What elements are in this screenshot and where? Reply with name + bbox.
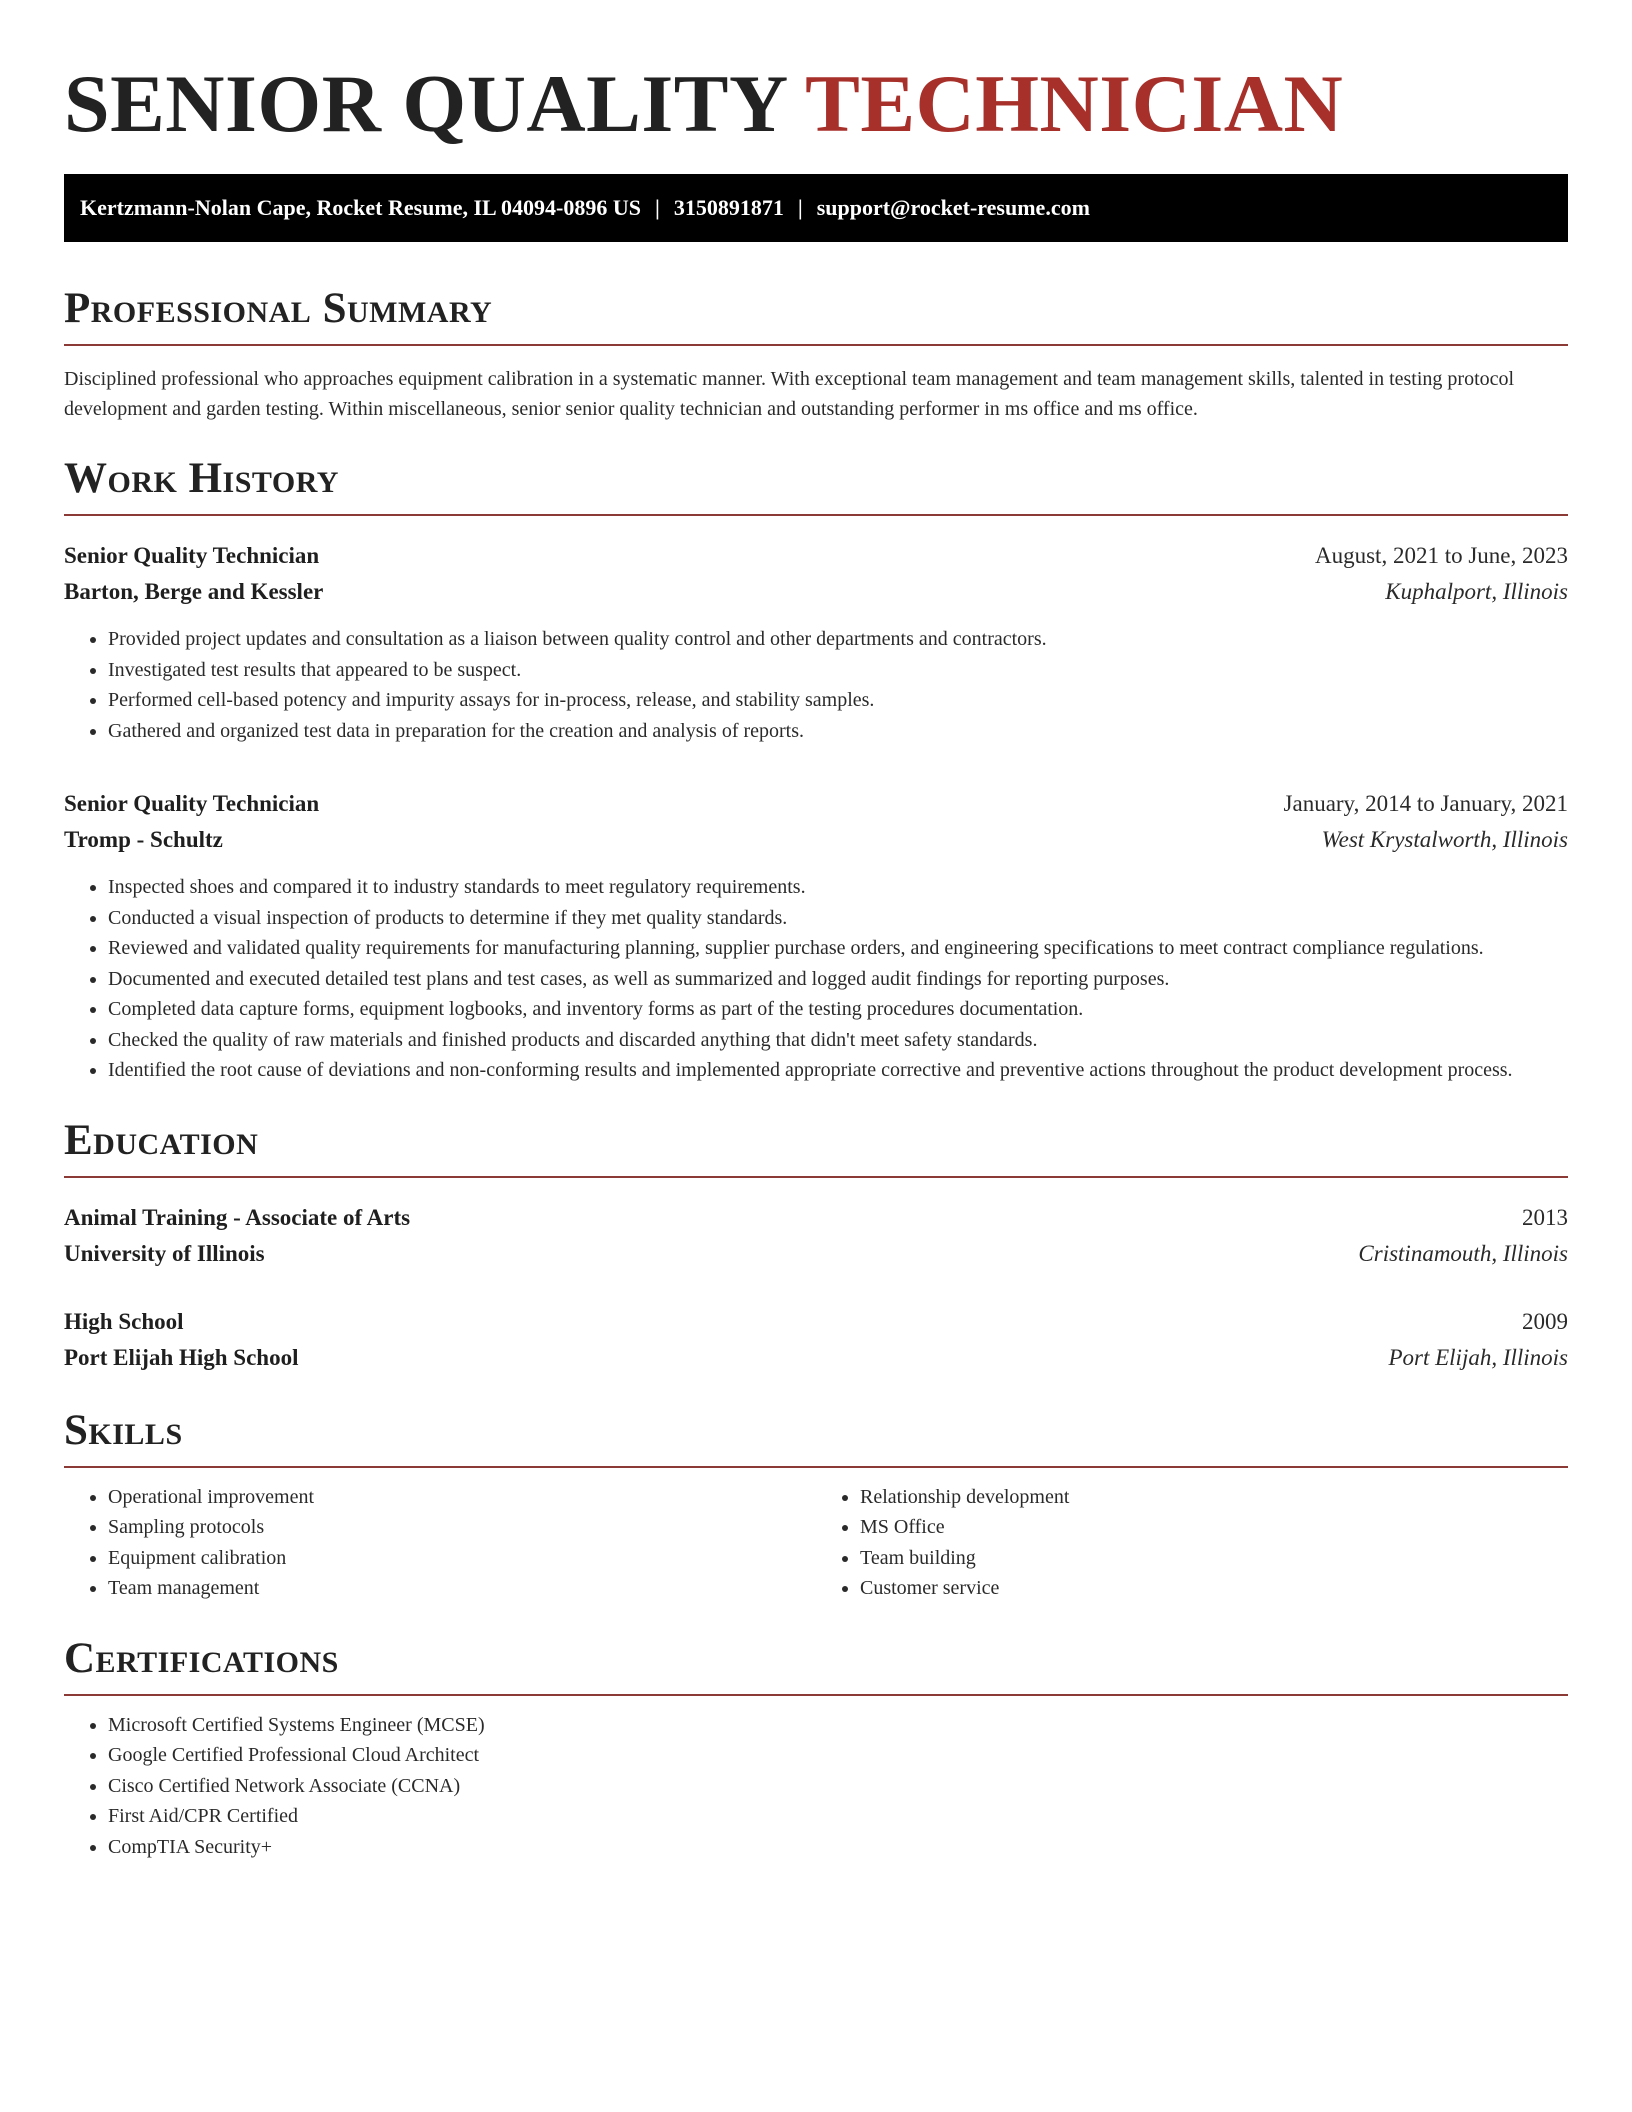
job-dates: January, 2014 to January, 2021 <box>1283 791 1568 816</box>
contact-bar <box>64 174 1568 242</box>
job-location: Kuphalport, Illinois <box>1385 579 1568 604</box>
list-item: • MS Office <box>860 1512 1568 1543</box>
resume-title <box>64 56 1568 152</box>
list-item: • Identified the root cause of deviations and non-conforming results and implemented appropriate corrective and preventive actions throughout the product development process. <box>108 1055 1568 1086</box>
skills-left-column <box>64 1482 816 1604</box>
job-company: Tromp - Schultz <box>64 827 223 852</box>
education-year: 2009 <box>1522 1308 1568 1334</box>
certifications-list <box>64 1710 1568 1863</box>
education-location: Cristinamouth, Illinois <box>1358 1240 1568 1266</box>
contact-email[interactable]: support@rocket-resume.com <box>816 195 1090 220</box>
education-year: 2013 <box>1522 1204 1568 1230</box>
contact-phone: 3150891871 <box>673 195 784 220</box>
contact-address: Kertzmann-Nolan Cape, Rocket Resume, IL 04094-0896 US <box>80 195 641 220</box>
job-title: Senior Quality Technician <box>64 543 320 568</box>
list-item: • Reviewed and validated quality requirements for manufacturing planning, supplier purchase orders, and engineering specifications to meet contract compliance regulations. <box>108 933 1568 964</box>
education-school: Port Elijah High School <box>64 1344 299 1370</box>
job-row <box>64 574 1568 610</box>
education-entry <box>64 1200 1568 1272</box>
skills-grid <box>64 1482 1568 1604</box>
list-item: • CompTIA Security+ <box>108 1832 1568 1863</box>
list-item: • Documented and executed detailed test plans and test cases, as well as summarized and logged audit findings for reporting purposes. <box>108 964 1568 995</box>
list-item: • Microsoft Certified Systems Engineer (MCSE) <box>108 1710 1568 1741</box>
summary-text: Disciplined professional who approaches equipment calibration in a systematic manner. With exceptional team management and team management skills, talented in testing protocol development and garden testing. Within miscellaneous, senior senior quality technician and outstanding performer in ms office and ms office. <box>64 368 1515 420</box>
list-item: • Conducted a visual inspection of products to determine if they met quality standards. <box>108 903 1568 934</box>
list-item: • Inspected shoes and compared it to industry standards to meet regulatory requirements. <box>108 872 1568 903</box>
job-row <box>64 822 1568 858</box>
title-accent: TECHNICIAN <box>805 58 1344 149</box>
list-item: • Gathered and organized test data in preparation for the creation and analysis of reports. <box>108 716 1568 747</box>
job-title: Senior Quality Technician <box>64 791 320 816</box>
list-item: • Google Certified Professional Cloud Architect <box>108 1740 1568 1771</box>
list-item: • Sampling protocols <box>108 1512 816 1543</box>
job-entry <box>64 538 1568 746</box>
list-item: • Relationship development <box>860 1482 1568 1513</box>
job-bullets <box>64 872 1568 1086</box>
job-row <box>64 538 1568 574</box>
list-item: • Checked the quality of raw materials and finished products and discarded anything that didn't meet safety standards. <box>108 1025 1568 1056</box>
education-row <box>64 1236 1568 1272</box>
list-item: • Completed data capture forms, equipment logbooks, and inventory forms as part of the testing procedures documentation. <box>108 994 1568 1025</box>
job-entry <box>64 786 1568 1086</box>
job-row <box>64 786 1568 822</box>
list-item: • Team management <box>108 1573 816 1604</box>
summary-section <box>64 284 1568 424</box>
contact-separator: | <box>654 195 660 220</box>
list-item: • Cisco Certified Network Associate (CCNA) <box>108 1771 1568 1802</box>
job-bullets <box>64 624 1568 746</box>
skills-right-column <box>816 1482 1568 1604</box>
education-row <box>64 1340 1568 1376</box>
work-history-section <box>64 454 1568 1086</box>
work-history-heading: Work History <box>64 454 1568 516</box>
list-item: • First Aid/CPR Certified <box>108 1801 1568 1832</box>
skills-heading: Skills <box>64 1406 1568 1468</box>
list-item: • Equipment calibration <box>108 1543 816 1574</box>
list-item: • Provided project updates and consultation as a liaison between quality control and other departments and contractors. <box>108 624 1568 655</box>
job-dates: August, 2021 to June, 2023 <box>1315 543 1568 568</box>
title-main: SENIOR QUALITY <box>64 58 786 149</box>
summary-heading: Professional Summary <box>64 284 1568 346</box>
job-location: West Krystalworth, Illinois <box>1321 827 1568 852</box>
contact-separator: | <box>797 195 803 220</box>
education-entry <box>64 1304 1568 1376</box>
list-item: • Investigated test results that appeared to be suspect. <box>108 655 1568 686</box>
list-item: • Team building <box>860 1543 1568 1574</box>
list-item: • Operational improvement <box>108 1482 816 1513</box>
education-location: Port Elijah, Illinois <box>1388 1344 1568 1370</box>
certifications-heading: Certifications <box>64 1634 1568 1696</box>
education-row <box>64 1304 1568 1340</box>
education-row <box>64 1200 1568 1236</box>
education-heading: Education <box>64 1116 1568 1178</box>
list-item: • Customer service <box>860 1573 1568 1604</box>
education-section <box>64 1116 1568 1376</box>
education-degree: High School <box>64 1308 184 1334</box>
education-degree: Animal Training - Associate of Arts <box>64 1204 411 1230</box>
skills-section <box>64 1406 1568 1604</box>
education-school: University of Illinois <box>64 1240 265 1266</box>
certifications-section <box>64 1634 1568 1863</box>
job-company: Barton, Berge and Kessler <box>64 579 324 604</box>
list-item: • Performed cell-based potency and impurity assays for in-process, release, and stability samples. <box>108 685 1568 716</box>
